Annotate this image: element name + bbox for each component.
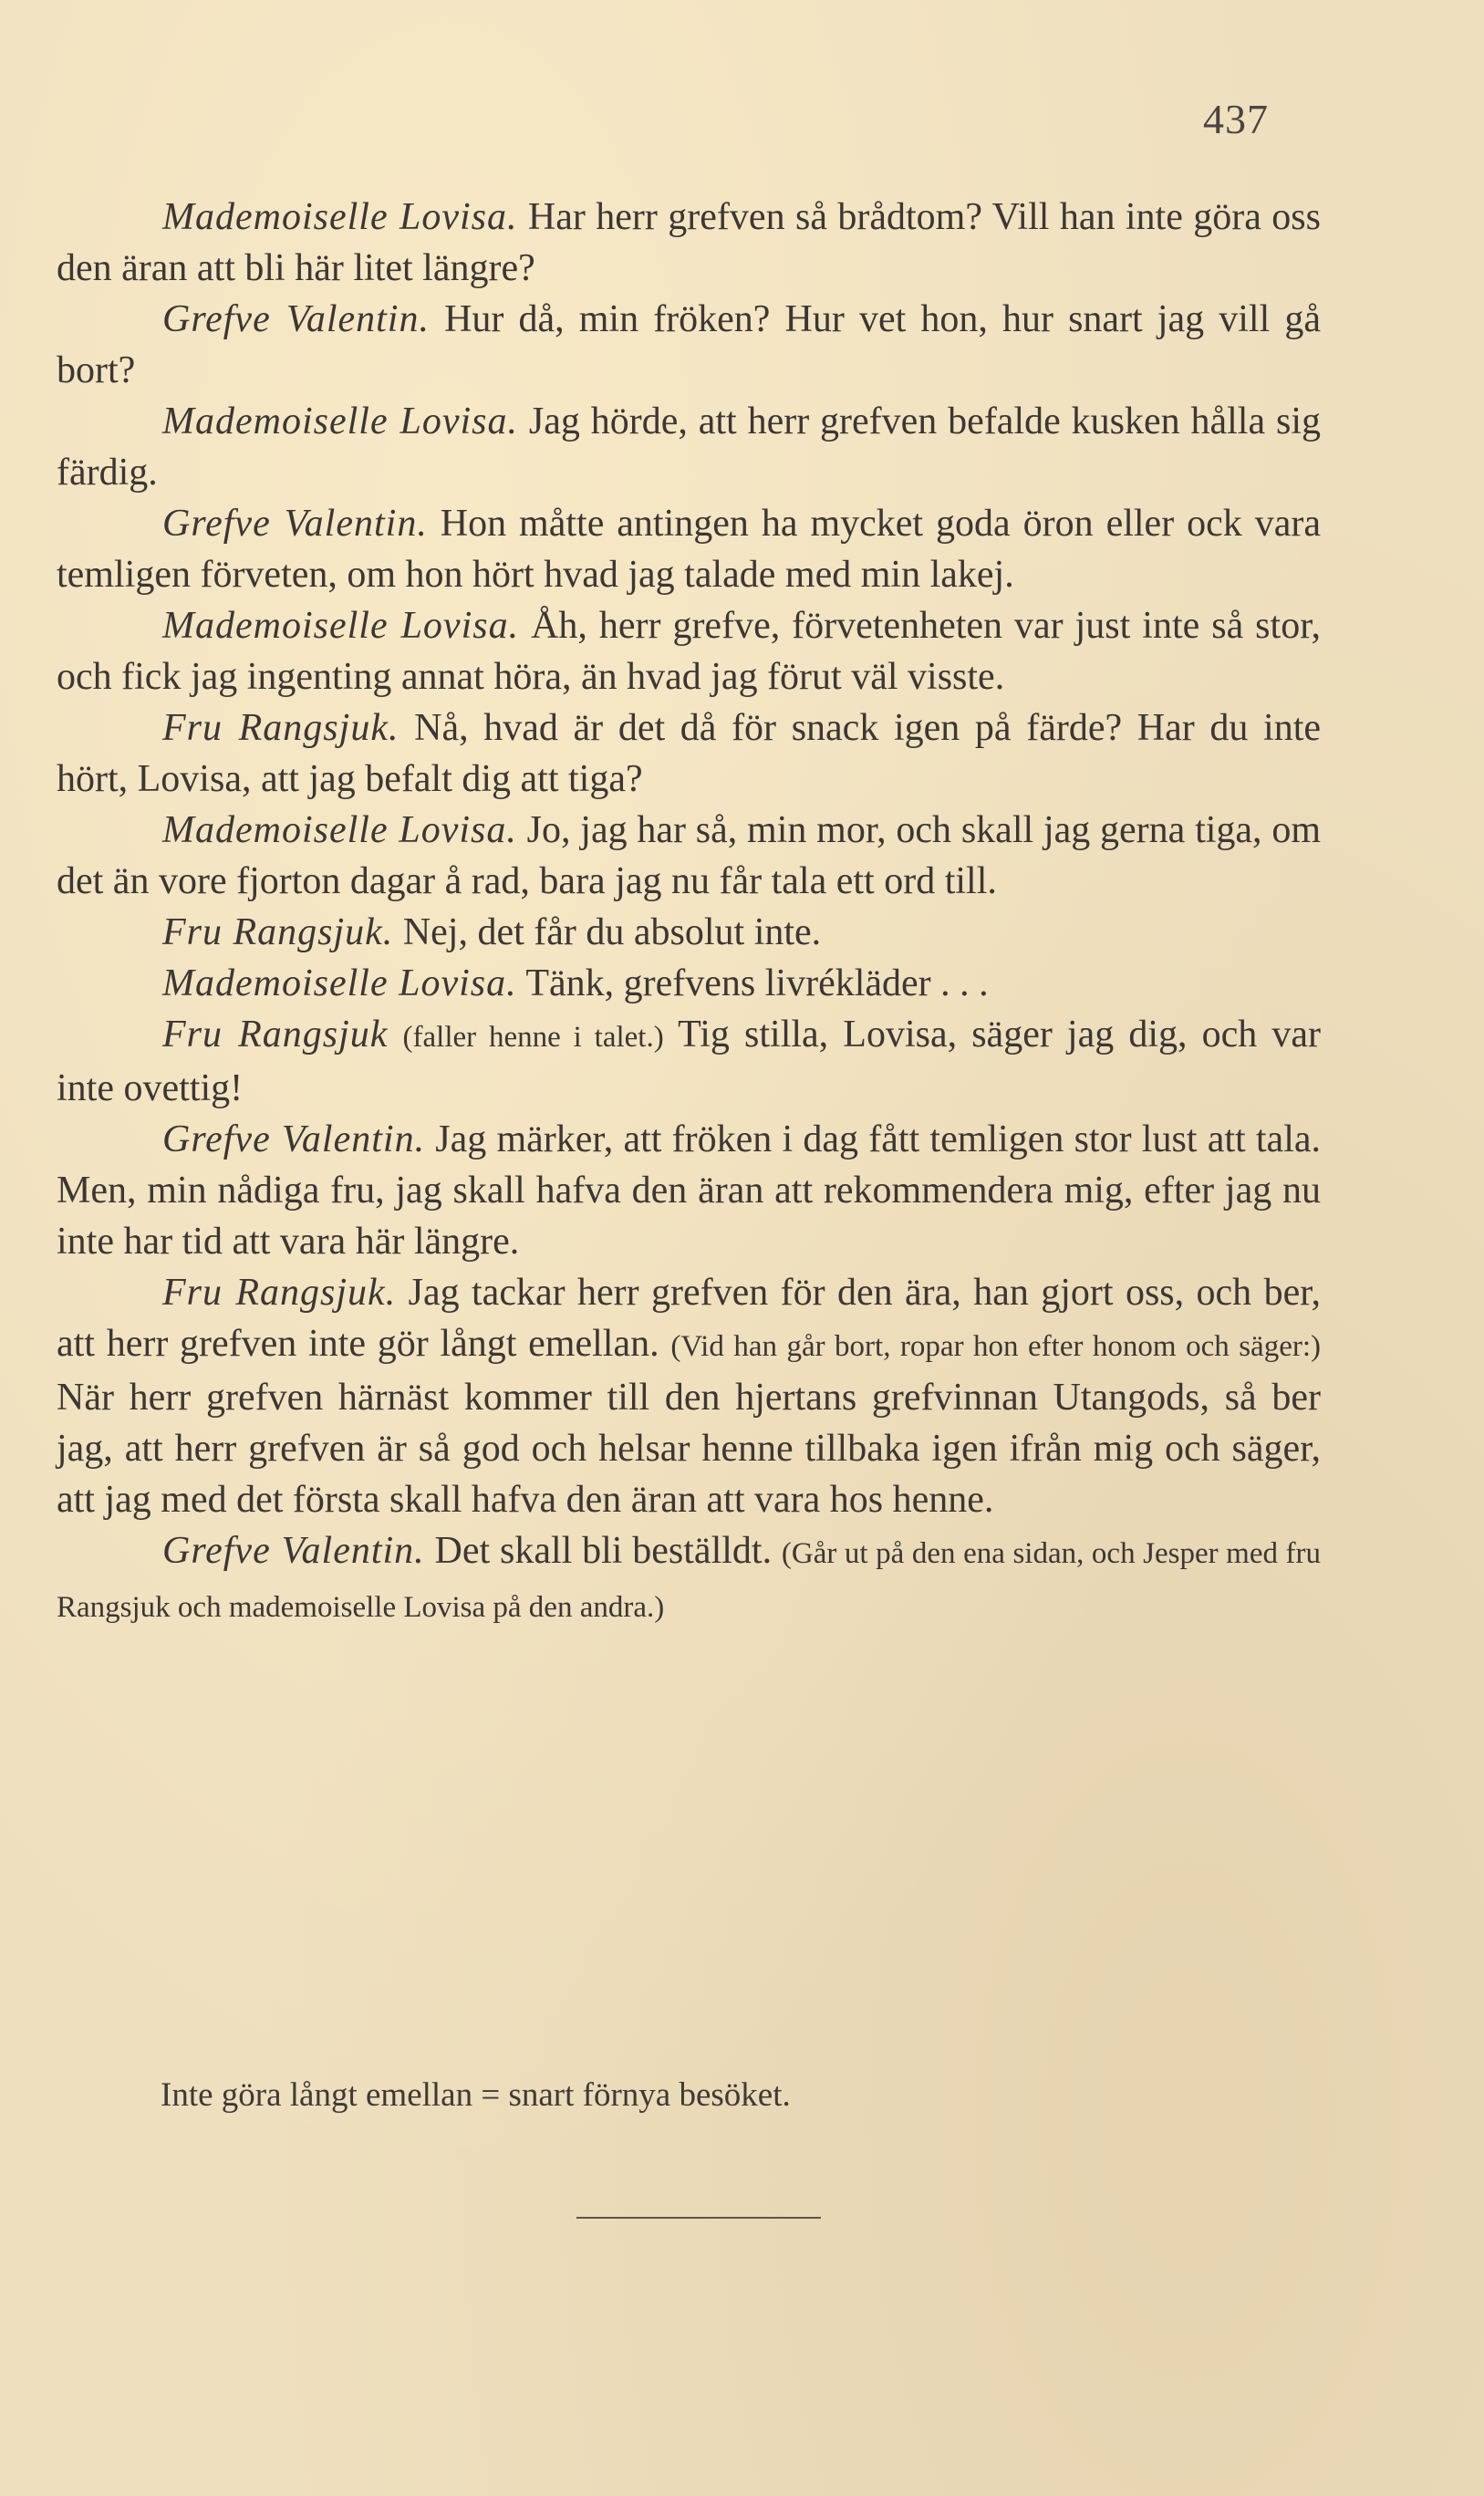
speaker-name: Mademoiselle Lovisa. <box>162 400 518 442</box>
speaker-name: Grefve Valentin. <box>162 298 430 340</box>
speech-text: Hur då, min fröken? Hur vet hon, hur snart jag vill gå bort? <box>57 298 1321 391</box>
speech-text: När herr grefven härnäst kommer till den hjertans grefvinnan Utangods, så ber jag, att herr grefven är så god och helsar henne tillbaka igen ifrån mig och säger, att jag med det första skall hafva den äran att vara hos henne. <box>57 1377 1321 1521</box>
speech-text: Har herr grefven så brådtom? Vill han inte göra oss den äran att bli här litet längre? <box>57 196 1321 289</box>
stage-direction: (faller henne i talet.) <box>402 1021 664 1054</box>
speech-text: Jag hörde, att herr grefven befalde kusken hålla sig färdig. <box>57 400 1321 494</box>
speaker-name: Mademoiselle Lovisa. <box>162 196 518 238</box>
speech-text: Tänk, grefvens livrékläder . . . <box>525 962 989 1004</box>
speaker-name: Fru Rangsjuk. <box>162 1272 397 1314</box>
speech-text: Jo, jag har så, min mor, och skall jag gerna tiga, om det än vore fjorton dagar å rad, bara jag nu får tala ett ord till. <box>57 809 1322 902</box>
dialogue-paragraph <box>57 396 1321 498</box>
stage-direction: (Går ut på den ena sidan, och Jesper med fru Rangsjuk och mademoiselle Lovisa på den andra.) <box>57 1537 1322 1624</box>
speech-text: Jag tackar herr grefven för den ära, han gjort oss, och ber, att herr grefven inte gör långt emellan. <box>57 1272 1322 1365</box>
dialogue-paragraph <box>57 1267 1321 1525</box>
speaker-name: Fru Rangsjuk. <box>162 707 400 749</box>
speaker-name: Grefve Valentin. <box>162 1530 425 1572</box>
footnote: Inte göra långt emellan = snart förnya besöket. <box>161 2076 791 2114</box>
divider-rule <box>576 2217 821 2219</box>
dialogue-paragraph <box>57 702 1321 805</box>
speech-text: Tig stilla, Lovisa, säger jag dig, och var inte ovettig! <box>57 1014 1321 1109</box>
speech-text: Åh, herr grefve, förvetenheten var just inte så stor, och fick jag ingenting annat höra, än hvad jag förut väl visste. <box>57 605 1321 698</box>
dialogue-paragraph <box>57 294 1321 396</box>
speaker-name: Mademoiselle Lovisa. <box>162 605 520 647</box>
dialogue-paragraph <box>57 1525 1321 1633</box>
dialogue-text <box>57 192 1321 1633</box>
speaker-name: Grefve Valentin. <box>162 1118 426 1160</box>
dialogue-paragraph <box>57 958 1321 1009</box>
dialogue-paragraph <box>57 1114 1321 1267</box>
dialogue-paragraph <box>57 907 1321 958</box>
dialogue-paragraph <box>57 498 1321 600</box>
dialogue-paragraph <box>57 1009 1321 1114</box>
speaker-name: Mademoiselle Lovisa. <box>162 809 517 851</box>
dialogue-paragraph <box>57 805 1321 907</box>
speech-text: Nå, hvad är det då för snack igen på färde? Har du inte hört, Lovisa, att jag befalt dig att tiga? <box>57 707 1322 800</box>
dialogue-paragraph <box>57 600 1321 702</box>
speech-text: Nej, det får du absolut inte. <box>402 911 822 953</box>
speech-text: Det skall bli beställdt. <box>434 1530 773 1572</box>
speaker-name: Mademoiselle Lovisa. <box>162 962 517 1004</box>
speaker-name: Fru Rangsjuk <box>162 1014 389 1056</box>
speech-text: Jag märker, att fröken i dag fått temligen stor lust att tala. Men, min nådiga fru, jag skall hafva den äran att rekommendera mig, efter jag nu inte har tid att vara här längre. <box>57 1118 1322 1263</box>
page-number: 437 <box>1203 96 1269 142</box>
speech-text: Hon måtte antingen ha mycket goda öron eller ock vara temligen förveten, om hon hört hvad jag talade med min lakej. <box>57 503 1321 596</box>
stage-direction: (Vid han går bort, ropar hon efter honom och säger:) <box>670 1330 1321 1363</box>
speaker-name: Fru Rangsjuk. <box>162 911 394 953</box>
dialogue-paragraph <box>57 192 1321 294</box>
speaker-name: Grefve Valentin. <box>162 503 428 545</box>
